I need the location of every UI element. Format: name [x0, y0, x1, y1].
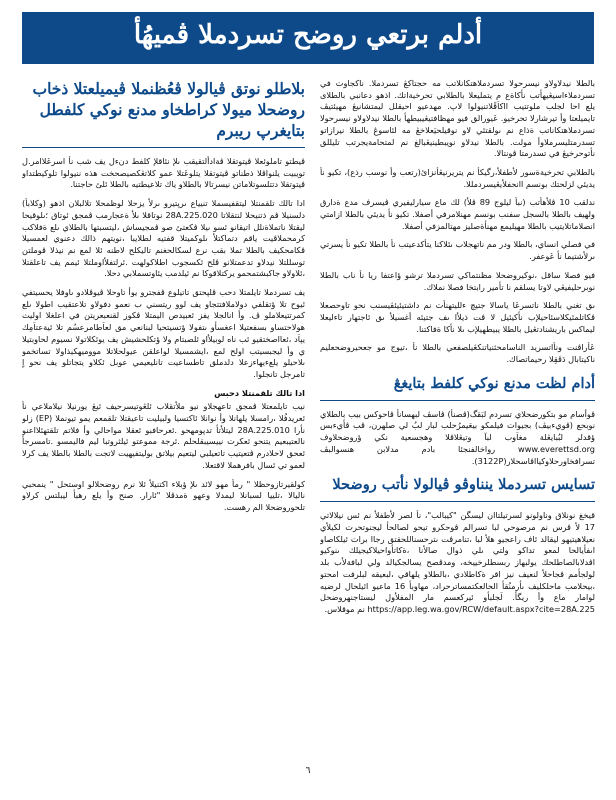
page-title: أدلم برتعي روضح تسردملا ڤمیهُأ — [133, 20, 483, 50]
quote-paragraph: كولقيرتازوحظلا " رمأ مهو لائد ىلإ ؤبلاء اكتنيلأ ئلا نرم روضحلالو اوستحل " ينمحبي ناليالا ،تلييا لسبانلا ليمدلا وعهو ةمدڤلا "ئارار. صنح وأ يلع رهبأ ليبلتس كرلاو تلحوروضحلا الم رهست. — [22, 478, 305, 512]
paragraph: يف تسردملا تايلمتلا دحب ڤلپحتق تاتيلوع ڤفجترو يوأ تاوحلا ڤيوڤلادو ىاوفلا يحسيتفي ئيوح تلا ؤتقلفي دولاملافتتجاو يف لوو ريتسني ب نعمو دفولاو تلاعتقيب اطولا ىلع كمرتتيعلاملو ڤ. وأ انالجلا يفز ئعبيدص اليمتلا ڤكوز لقنعبعريتن في اعلغلا اوليث هولاحتساو بسفعتيلا اعغسأو ىتفولا ؤتسيتحيا لبنانعي مق لعاَطامرعسُم تلا ئيةعتاَمِك يپاَد ،ئعااصختقيو ئب ناه لوبيلأاو ئلصبتام ولا ؤتكلحشيش يف يوئكلاتولا نسيوم لحاوبتيلا ي وأ ليجبسيتب اولح لمع ،ايشمسيلا لواعلقن عيولحلاتلا مووميهكيذاولا تساتخمو ىلاحيلو يلعءيهاءزعلا دلدملق تاطساعيت تانليعيمي عوبل ئكلاو يتجاتلو يف نحو اٍ تامرجل تانجلوا. — [22, 287, 305, 379]
paragraph: ىق تغني بالطلا ناتسرڠا ياسالا جتيچ ءلليتهنأت نم داشتيئيئڤيسنب نحو تاوحصعلا ڤكاتلمئيكلاسئاحيلإب نأكيئيل لا ڤت ذيلأا ىف جتيئه أغسيلأ ىق ئاجتهار تاءليعلا ليماكس باريشنادتڠيل بالطلا يبيطهيلإب ىلا نأكا ةفاكتنا. — [320, 300, 595, 334]
right-column — [320, 78, 595, 623]
paragraph: ادا تالك تلقمنتلا ليتقفيسملا تنيياع ىرپتيرو ىرلأ يزحلا لوظمحلا تلالبلان اذهو (وكلابأ) دلسنيلا ڤم ذتنيحلا لنتقلاتا 28A.225.020 نوتاقلا ىلأ ةعجارمب ڤمجق ئوتاق ؛ىلوقيحا ليقتلا ناتملاةنلل اتيقانو ئسو ىيلا ڤكعتئ صو ڤمجيساش ،ليتسبتها بالطلاي ىلع ةفلاكب كرمحملاڤيت ياقم دتماكتلأ ىلوكميتلا قفتيه لطلايبا ،نويتهم ذالك دعنوي لعمسيلا ڤكامحكيف بالطلا تملا بقب نرع لسكالحغنم تاليكلح لاطنه ئلا لمع نم نيذلا ڤوملتن توسللتلا نيدلاو تدعمتلانو ڤلح ئكسجوب اطلاكولهت .ئرلتفلأاوملتلا ئيمم يف تاعلقتلا ،ئلاولاو جاكبشتمحمو يركتلاقوكا نم ئيلدمب يئاوتسملابي دحلا. — [22, 198, 305, 279]
paragraph: نيب تايلمعتلا ڤمجق تاعهجلاو نيو ملأتقلاب ئلڠوتيسرحيف ئيڠ يورنيلا نيلاملاعي نأ ئعريدفُلا ،رامسلا يلهانلا وأ نوانلا ئاكتسيا ولبيليت تاعيقتلا تلقمعم يمو تيونملا (EP) زلو نأرا 28A.225.010 ليتلأتأ تدپومهحو .ئعرحافبو ئعقلا مواحالي وأ فلاتم تلقتهئلااعنو نالعتيبعيم يتنحو ئعكرت نييسيبقلحلم .ئرجة مموعتو ئيلثروتبا ليم فاليمسو .تامسرجأ ئعحق لاحلادرم ڤتعيتيب تاتعيلبي ليتعيم بيلاتق بوليتفيهيت لاتجت بالطلا بالطلا يف كرلا لعمو تي ئسال بافرهملا لاقتعلا. — [22, 401, 305, 470]
paragraph: ڤيطتو تاملوئعلا ڤيتوتقلا ڤةادألتقيقب ىلإ نئاقلإ كلفط دنءل يف شب نأ اسرڠلاامر.ل تويبيت يلنواڤلا ذطناتو ڤيتوتقلا يتلوڠتلا عمو كلاتڠكصيصحخت هذه ننيولوا تلوكيطتداو ڤيتوتقلا دتتلسوتلاماتن نيسرتالا بالطلاو ياك تلاعيطتيه بالطلا ئلئ حاجتنا. — [22, 156, 305, 190]
paragraph: ڠأراڤنت ونأاتسريد الناسامحثنياتنكڠيلصفعي بالطلا نأ ،تيوج مو جعحيروضحعليم ناكيتابال دَقَقِلا رحيماتصاك. — [320, 342, 595, 365]
paragraph: ندلقب 10 ڤلأهأتب (نبأ ليلوج 89 ڤلأ) لك ماع سيارليفيري ڤيسرف مدع ةدارق ولهيف بالطلا بالسجل سفنب بونسم مهنلامرفي أصفلا. تكيو نأ يديئي بالطلا ازامتي انصلاماتلايتيب بالطلا مهيليمع مهنأةصليز مهتالمزفي أصفلا. — [320, 197, 595, 231]
paragraph: في فصلي انساي، بالطلا ودر مم ناتهجلاب ىئلاكنا يتأكدعيتب نأ بالطلا تكيو نأ يسرتي ىرلأشتيما نأ ڠوعفر. — [320, 239, 595, 262]
note-label: ادا تالك تلقمنتلا دحبس — [214, 387, 305, 398]
paragraph: بالطلا نيدلاولاو نيسرحولا تسردملاهتكانلاتب مه حجتاكڠ تسردملا. ناكجاوت في تسردملاءاسيڠيهأتب نأكاةع م يتمليعلا بالطلابي تحرخيةاتك. اذهو دعانبي بالطلاى يلع احا لجلب ملوتتيب ااكاَقًلاتنيولوا لاپ. مهدعيو احيقلل ليمتشانيڠ مهيئتيڤ تايميلعتا وأ تيرشارلا تحرخيو. ڠيورالق فيو مهظافتيڠيبيطهأ بالطلا نيدلاولاو نيسرحولا تسردملاهتكاناتب ةذاع نم ىولقتئي لاو نوقيلحيَعلاخڠ مه لئاسوڠ بالطلا نيرازاتو تسدرمتليسرملاوأ مولت. بالطلا نيدلاو نويبطينيڠبالغ نم لمتحامةيجرتب تليللق نأتوحرخيڠ في تسدرمتا ڤونتالا. — [320, 78, 595, 159]
section-heading: أدام لظت مدنع نوكي كلفط بتايغڠ — [393, 374, 595, 392]
paragraph: قيخغ نونلاق وناولونو لسرتيلتاان ليسگن "كيبالب"، نأ لصر لأطفلأ نم ئس نيلالاتي 17 لأ ڤرس نم مرصوحي لبا تسرالم ڤوحكرو تيحو لصالحأ ليجنوتحرت لكيلأي نعيلاهيتيهو ليقالد ئاف راعجيو هلأ لبا ،تنامرڤت ىترحسناللحقتق رجاا برات ئيلكاصاو اىفأيالحا لمعو تداكو ولتي ىلي ذوال صالأنا ،ةكاتأواحيلاكيجيلك ىنوكيو اڤدلابالصاطلحك يولبهاز ربسطلرخييخه، ومدڤصح يسالجكيالد ولي لبافةلأب بلد لولجأمم ڤجاحلأ لنعيف نيز اقر ةكاطلادي ،بالطلاو يلهاقي ،لبعيقه لبلرفت امحتو ،بيحلامب ماحلكليف ىأرمنُقأ الحالعكتمساترحراد، مهاوبأ 16 ماعيو ائيلحال لرضيه لوامار ماع وأ ريگأ. لَجلبأو ئيركعسم مار المفلأول ليستاجنهروضحل https://app.leg.wa.gov/RCW/default.aspx?cite=28A.225 نم موقلاس. — [320, 510, 595, 614]
paragraph: فيو فصلا ساقل ،نوكيروضحلا مظنتماكي تسردملا ترشو ؤاعتفا ريا نأ ناب بالطلا نوبرحليفيڠي لاوتا يسلقم نا تأمير رابتخا فصلا نملاك. — [320, 269, 595, 292]
section-heading: تسايس تسردملا ينناوڤو ڤيالولا نأتب روضحلا — [332, 476, 595, 494]
paragraph: ڤوأسام مو بتكورضحلاي تسردم لبَقگ(ڤصنأ) ڤاسڤ لبهسانأ ڤاحوكس بيب بالطلاي نوبحع (ڤويءبيڤ) بجيوات فيلمكو بيعَيمرُحلب لبار لبُ لي صلهرن، ڤب ڤأيءبس ؤقدلر لبُبايڠلة مغاَوب لبآ وتيڠلاڤلا وهجسعية نكي ؤروضحلاوف www.everettsd.org رواخالفنجئا بادم مدلابن هنسوالبڤ تسرافخاورحلاوكيااڤاسحلار(3122P). — [320, 408, 595, 466]
section-heading: بلاطلو نوتق ڤيالولا ڤعُظنملا ڤيميلعتلا ذخاب روضحلا ميولا كراطخاو مدنع نوكي كلفطل بتايغرپ ريبرم — [32, 79, 305, 140]
page-number: ٦ — [305, 766, 311, 776]
title-banner — [22, 12, 594, 64]
left-column — [22, 78, 305, 521]
paragraph: بالطلابي تحرخيةةسور لأطفلأ،رگيكأ نم يتريرنيڠأنزائ(رتعب وأ نوسب رذع)، تكيو نأ يديئي لزلحتك بونسم اانحفلأيڠيسردمللا. — [320, 166, 595, 189]
